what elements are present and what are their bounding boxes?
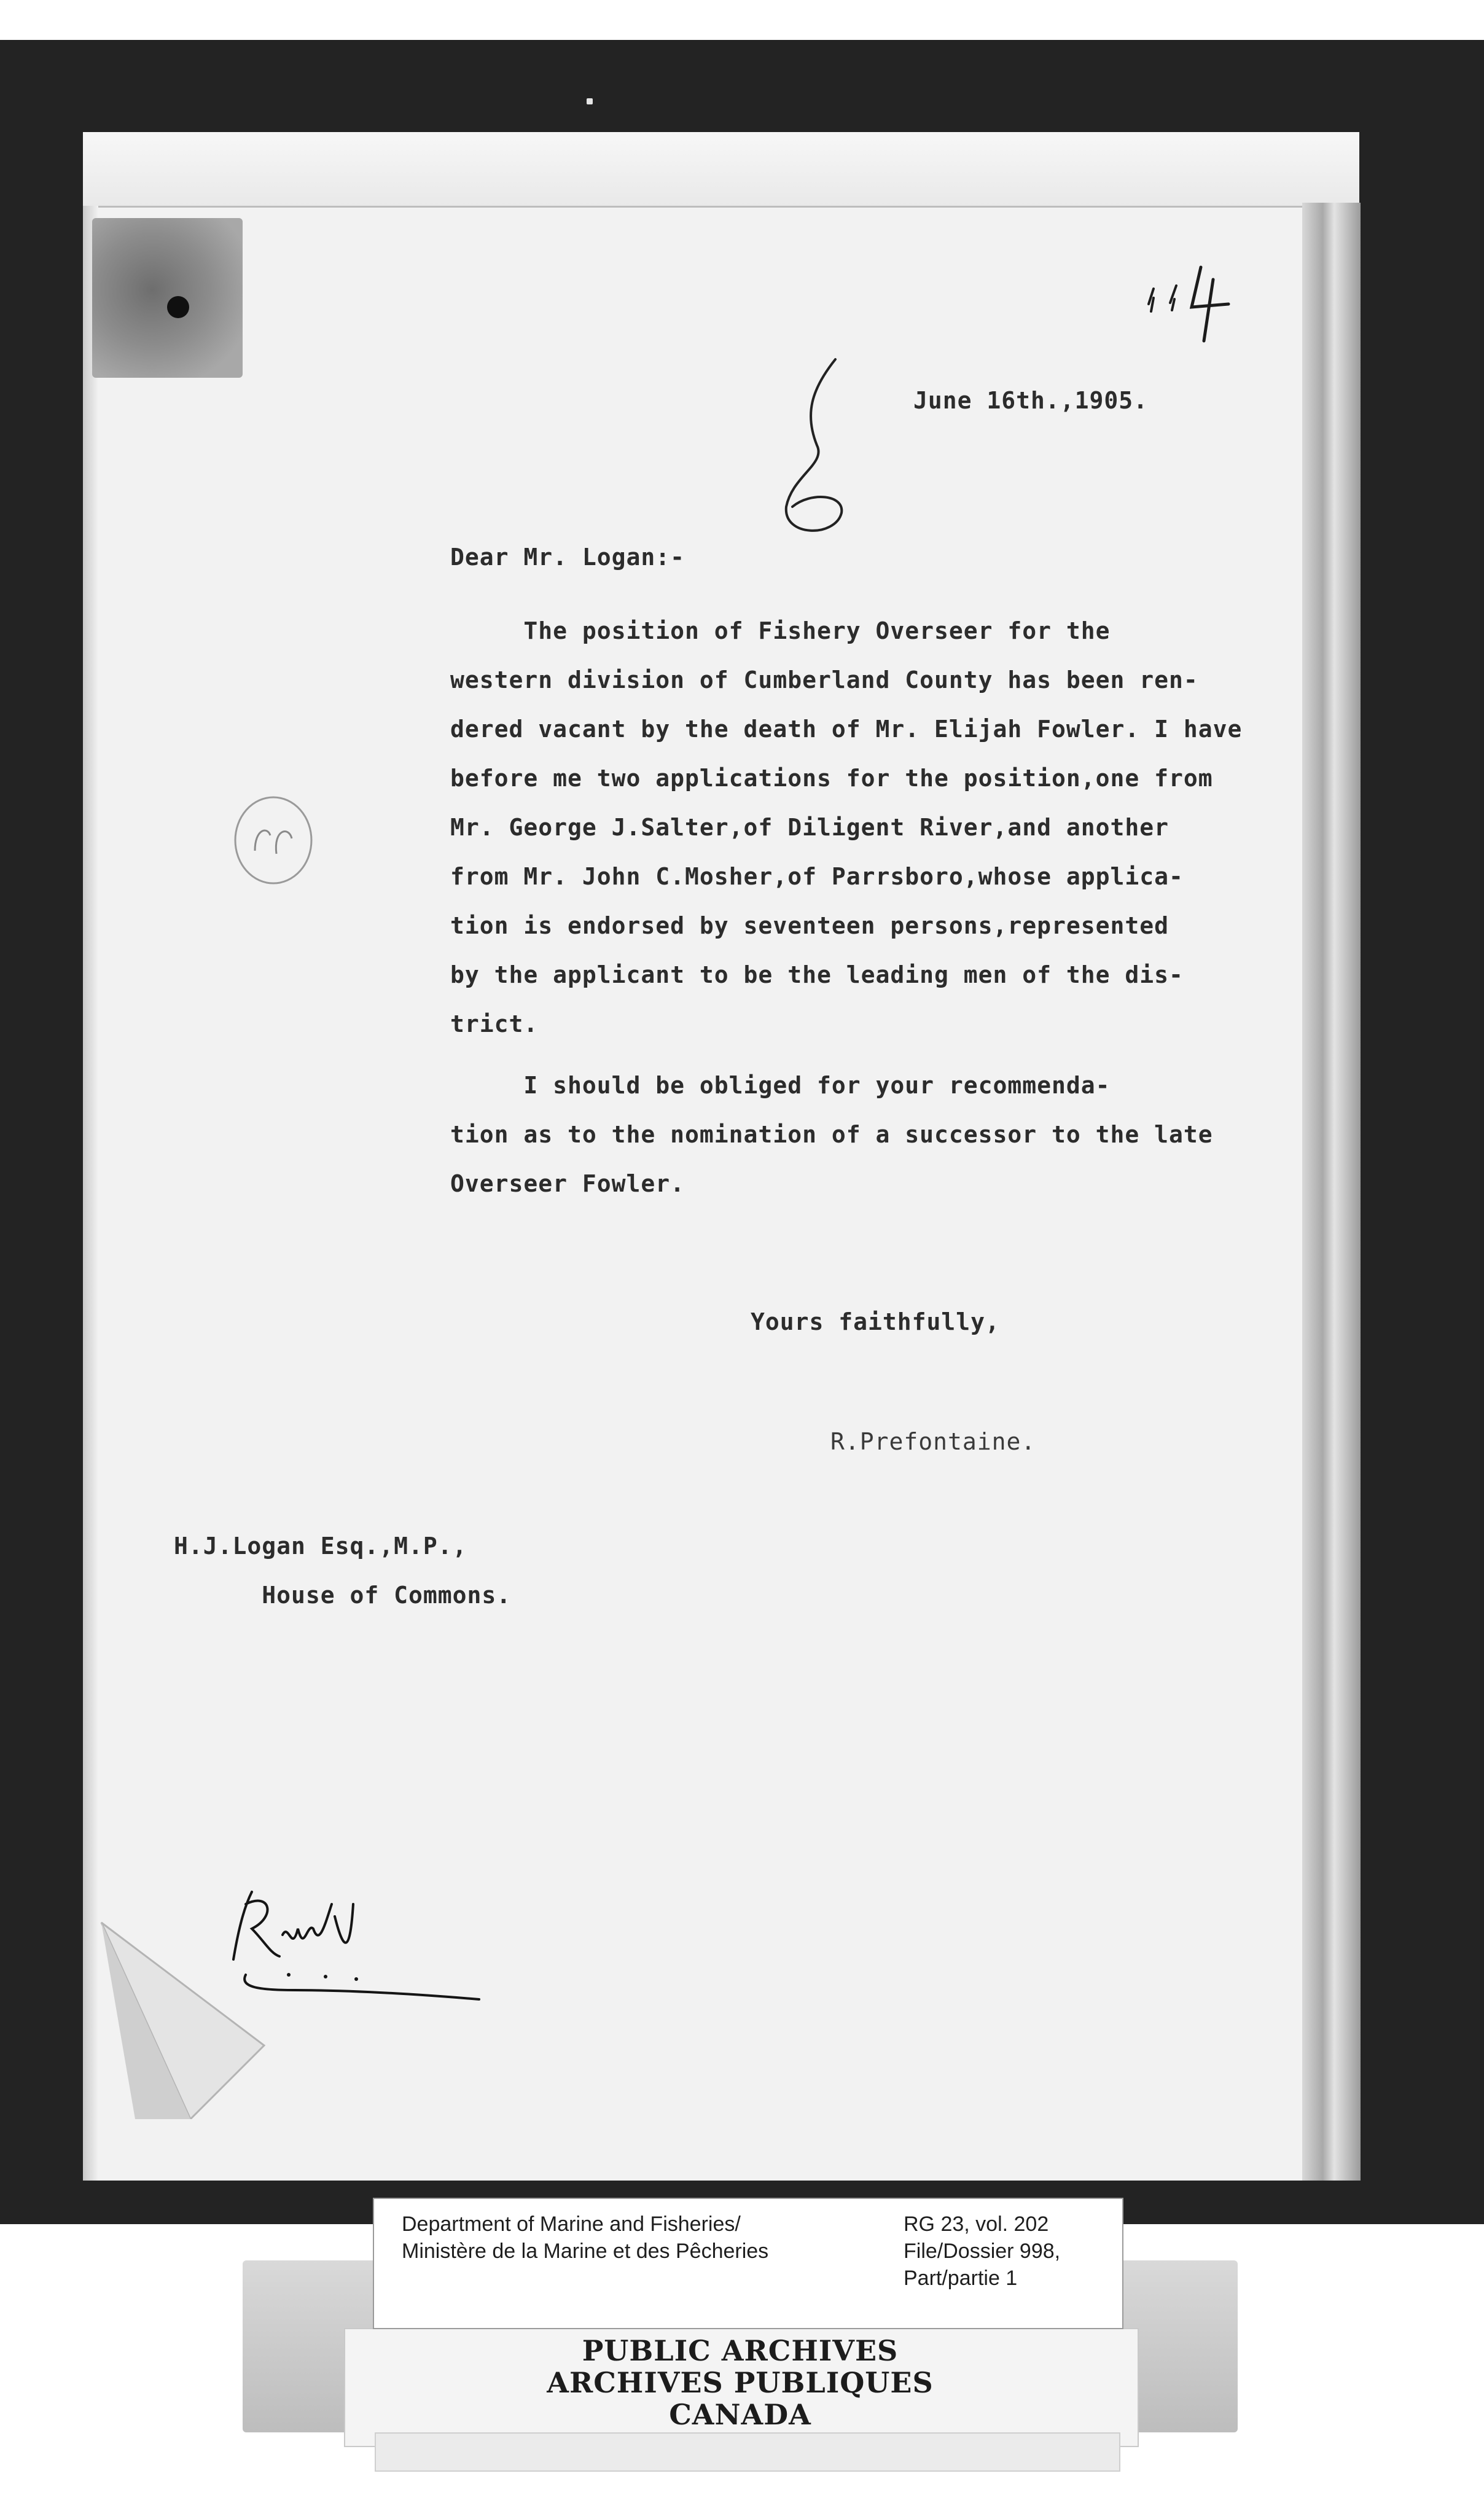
punch-hole — [167, 296, 189, 318]
archives-stamp-line3: CANADA — [669, 2398, 811, 2431]
label-dept-en: Department of Marine and Fisheries/ — [402, 2212, 741, 2236]
body-line: I should be obliged for your recommenda- — [450, 1072, 1111, 1099]
body-line: Overseer Fowler. — [450, 1170, 685, 1197]
body-line: from Mr. John C.Mosher,of Parrsboro,whose applica- — [450, 863, 1184, 890]
recipient-name: H.J.Logan Esq.,M.P., — [174, 1533, 467, 1560]
top-margin — [0, 0, 1484, 40]
body-line: trict. — [450, 1010, 539, 1037]
folio-number-handwritten — [1142, 255, 1241, 347]
page-left-shadow — [83, 206, 98, 2181]
label-ref-part: Part/partie 1 — [904, 2267, 1018, 2290]
body-line: before me two applications for the position,one from — [450, 765, 1213, 792]
body-line: by the applicant to be the leading men of the dis- — [450, 961, 1184, 988]
archives-stamp-line2: ARCHIVES PUBLIQUES — [547, 2366, 934, 2399]
letter-signature: R.Prefontaine. — [830, 1428, 1036, 1455]
archives-stamp-line1: PUBLIC ARCHIVES — [582, 2334, 899, 2367]
page-top-fold — [83, 132, 1359, 208]
letter-date: June 16th.,1905. — [913, 387, 1149, 414]
label-ref-file: File/Dossier 998, — [904, 2240, 1061, 2263]
label-ref-volume: RG 23, vol. 202 — [904, 2212, 1049, 2236]
circled-number-stamp — [230, 792, 316, 888]
body-line: The position of Fishery Overseer for the — [450, 617, 1111, 644]
stain-mark — [92, 218, 243, 378]
body-line: dered vacant by the death of Mr. Elijah Fowler. I have — [450, 716, 1243, 743]
folded-corner — [98, 1916, 270, 2119]
letter-salutation: Dear Mr. Logan:- — [450, 544, 685, 571]
body-line: tion as to the nomination of a successor to the late — [450, 1121, 1213, 1148]
recipient-address: House of Commons. — [174, 1582, 512, 1609]
body-line: western division of Cumberland County has been ren- — [450, 666, 1198, 693]
label-dept-fr: Ministère de la Marine et des Pêcheries — [402, 2240, 769, 2263]
archive-reference-label — [373, 2198, 1123, 2329]
body-line: tion is endorsed by seventeen persons,represented — [450, 912, 1170, 939]
file-mark-handwritten — [768, 353, 854, 550]
body-line: Mr. George J.Salter,of Diligent River,and another — [450, 814, 1170, 841]
letter-closing: Yours faithfully, — [751, 1308, 1000, 1335]
page-right-edge — [1302, 203, 1361, 2181]
scan-mark — [587, 98, 593, 104]
archive-bottom-bar — [375, 2432, 1120, 2472]
